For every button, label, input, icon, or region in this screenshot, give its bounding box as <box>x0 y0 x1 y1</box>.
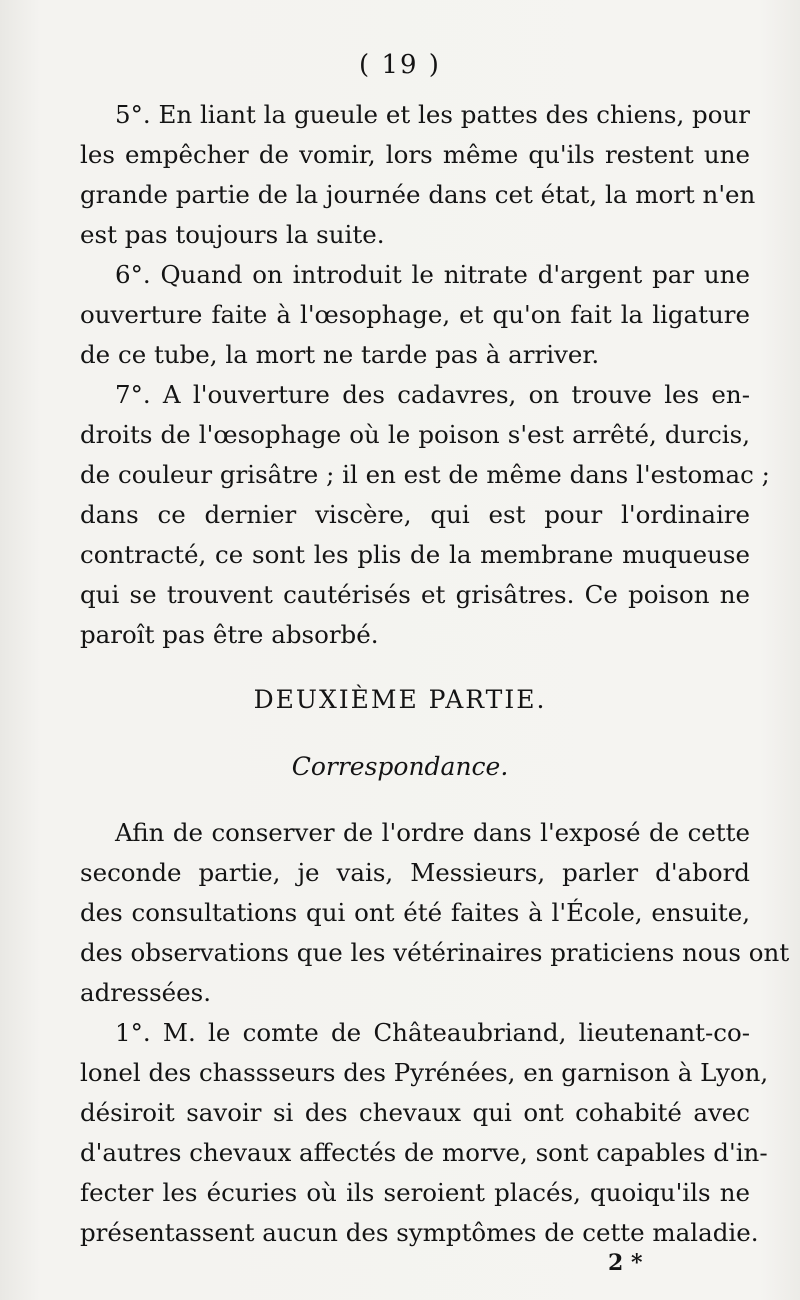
text-line: adressées. <box>80 978 212 1007</box>
text-line: de couleur grisâtre ; il en est de même dans l'estomac ; <box>80 460 770 489</box>
page-number: ( 19 ) <box>359 50 441 80</box>
text-line: paroît pas être absorbé. <box>80 620 379 649</box>
text-line: des consultations qui ont été faites à l'École, ensuite, <box>80 898 750 927</box>
text-line: fecter les écuries où ils seroient placés, quoiqu'ils ne <box>80 1178 750 1207</box>
text-line: seconde partie, je vais, Messieurs, parler d'abord <box>80 858 750 887</box>
text-line: de ce tube, la mort ne tarde pas à arriver. <box>80 340 600 369</box>
text-line: d'autres chevaux affectés de morve, sont capables d'in- <box>80 1138 768 1167</box>
signature-mark: 2 * <box>608 1250 643 1276</box>
text-line: qui se trouvent cautérisés et grisâtres. Ce poison ne <box>80 580 750 609</box>
text-line: dans ce dernier viscère, qui est pour l'ordinaire <box>80 500 750 529</box>
text-line: 5°. En liant la gueule et les pattes des chiens, pour <box>115 100 750 129</box>
text-line: ouverture faite à l'œsophage, et qu'on fait la ligature <box>80 300 750 329</box>
text-line: grande partie de la journée dans cet état, la mort n'en <box>80 180 756 209</box>
text-line: présentassent aucun des symptômes de cette maladie. <box>80 1218 759 1247</box>
section-heading: DEUXIÈME PARTIE. <box>253 685 547 714</box>
text-line: 1°. M. le comte de Châteaubriand, lieutenant-co- <box>115 1018 750 1047</box>
text-line: est pas toujours la suite. <box>80 220 385 249</box>
text-line: 6°. Quand on introduit le nitrate d'argent par une <box>115 260 750 289</box>
text-line: droits de l'œsophage où le poison s'est arrêté, durcis, <box>80 420 750 449</box>
text-line: lonel des chassseurs des Pyrénées, en garnison à Lyon, <box>80 1058 769 1087</box>
section-subheading: Correspondance. <box>291 752 509 781</box>
text-line: les empêcher de vomir, lors même qu'ils restent une <box>80 140 750 169</box>
text-line: des observations que les vétérinaires praticiens nous ont <box>80 938 790 967</box>
text-line: désiroit savoir si des chevaux qui ont cohabité avec <box>80 1098 750 1127</box>
text-line: Afin de conserver de l'ordre dans l'exposé de cette <box>115 818 750 847</box>
text-line: 7°. A l'ouverture des cadavres, on trouve les en- <box>115 380 750 409</box>
text-line: contracté, ce sont les plis de la membrane muqueuse <box>80 540 750 569</box>
